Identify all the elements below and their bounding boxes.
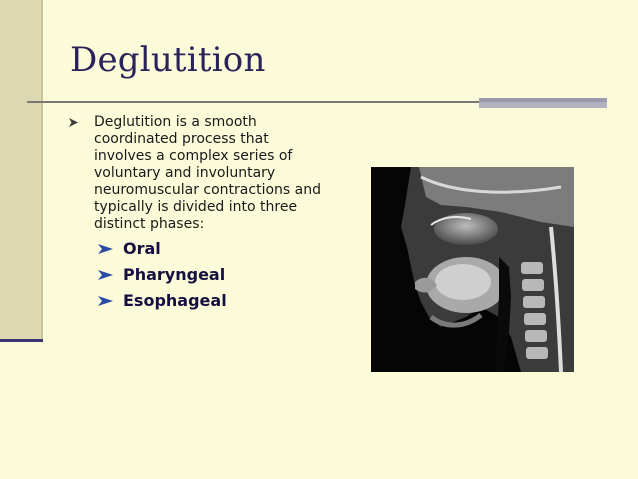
main-bullet-text: Deglutition is a smooth coordinated process that involves a complex series of voluntary and involuntary neuromuscular contractions and typically is divided into three distinct phases: bbox=[94, 114, 321, 232]
arrow-bullet-icon bbox=[98, 243, 113, 255]
title-divider-accent bbox=[479, 98, 607, 108]
sidebar-edge bbox=[41, 0, 43, 340]
main-bullet bbox=[70, 114, 330, 233]
arrow-bullet-icon bbox=[98, 269, 113, 281]
slide-title: Deglutition bbox=[70, 40, 266, 80]
sidebar-accent-rule bbox=[0, 339, 43, 342]
arrowhead-bullet-icon bbox=[68, 117, 79, 128]
list-item bbox=[98, 288, 227, 314]
phase-pharyngeal: Pharyngeal bbox=[123, 265, 226, 284]
left-sidebar-band bbox=[0, 0, 42, 340]
mri-head-neck-image bbox=[371, 167, 574, 372]
mri-image bbox=[371, 167, 574, 372]
list-item bbox=[98, 262, 227, 288]
phase-oral: Oral bbox=[123, 239, 161, 258]
phase-list bbox=[98, 236, 227, 314]
phase-esophageal: Esophageal bbox=[123, 291, 227, 310]
list-item bbox=[98, 236, 227, 262]
arrow-bullet-icon bbox=[98, 295, 113, 307]
